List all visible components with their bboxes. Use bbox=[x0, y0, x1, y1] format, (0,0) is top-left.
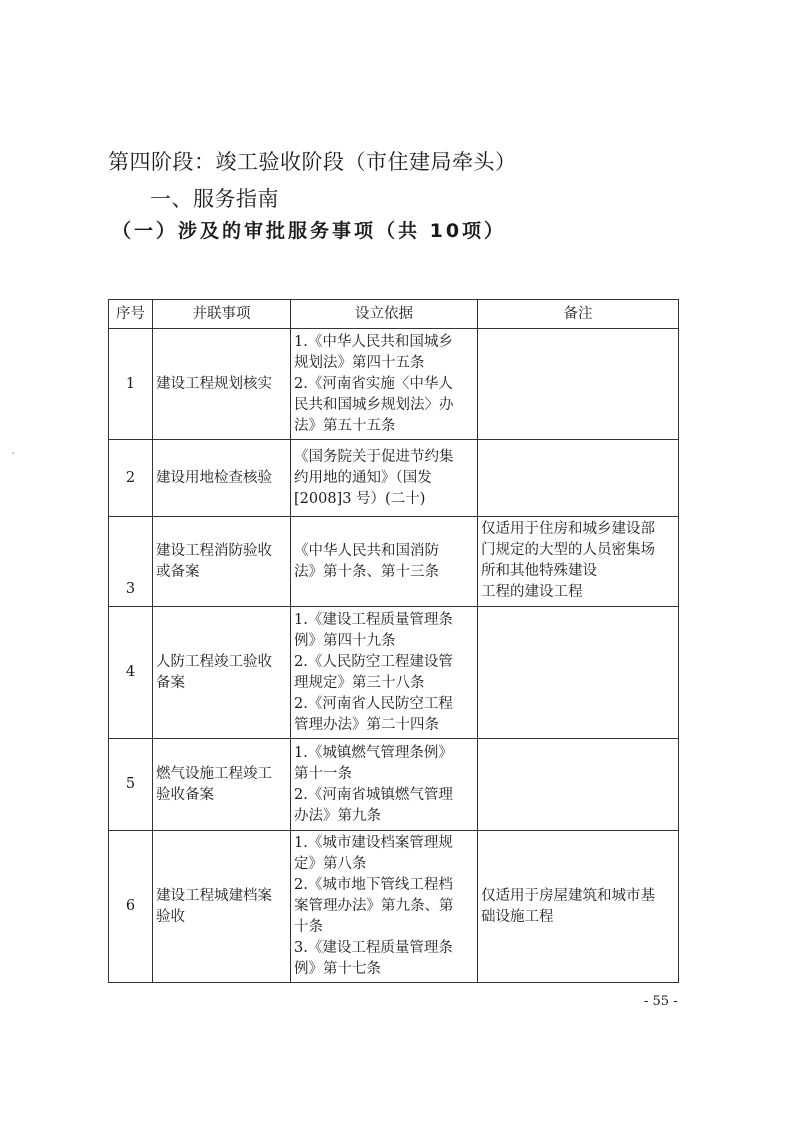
row-item-name: 人防工程竣工验收 备案 bbox=[153, 607, 291, 739]
column-header-item: 并联事项 bbox=[153, 300, 291, 329]
row-note: 仅适用于住房和城乡建设部 门规定的大型的人员密集场 所和其他特殊建设 工程的建设工程 bbox=[478, 517, 679, 607]
row-note bbox=[478, 607, 679, 739]
table-row bbox=[109, 329, 679, 440]
row-note bbox=[478, 440, 679, 517]
row-basis: 1.《建设工程质量管理条 例》第四十九条 2.《人民防空工程建设管 理规定》第三十八条 2.《河南省人民防空工程 管理办法》第二十四条 bbox=[291, 607, 478, 739]
row-basis: 1.《中华人民共和国城乡 规划法》第四十五条 2.《河南省实施〈中华人 民共和国城乡规划法〉办 法》第五十五条 bbox=[291, 329, 478, 440]
row-item-name: 燃气设施工程竣工 验收备案 bbox=[153, 739, 291, 831]
row-basis: 《国务院关于促进节约集 约用地的通知》（国发 [2008]3 号）(二十) bbox=[291, 440, 478, 517]
table-row bbox=[109, 739, 679, 831]
stage-heading: 第四阶段：竣工验收阶段（市住建局牵头） bbox=[108, 150, 517, 174]
scan-speck bbox=[12, 452, 14, 454]
subsection-heading: （一）涉及的审批服务事项（共 10项） bbox=[112, 220, 507, 242]
row-basis: 《中华人民共和国消防 法》第十条、第十三条 bbox=[291, 517, 478, 607]
table-row bbox=[109, 517, 679, 607]
row-index: 2 bbox=[109, 440, 153, 517]
row-index: 6 bbox=[109, 831, 153, 983]
row-index: 3 bbox=[109, 517, 153, 607]
table-header-row bbox=[109, 300, 679, 329]
table-row bbox=[109, 607, 679, 739]
section-heading: 一、服务指南 bbox=[150, 187, 279, 211]
column-header-note: 备注 bbox=[478, 300, 679, 329]
row-basis: 1.《城市建设档案管理规 定》第八条 2.《城市地下管线工程档 案管理办法》第九条、第 十条 3.《建设工程质量管理条 例》第十七条 bbox=[291, 831, 478, 983]
row-index: 1 bbox=[109, 329, 153, 440]
approval-items-table bbox=[108, 299, 679, 983]
row-index: 4 bbox=[109, 607, 153, 739]
table-row bbox=[109, 440, 679, 517]
page-number: - 55 - bbox=[644, 994, 678, 1009]
row-item-name: 建设工程消防验收 或备案 bbox=[153, 517, 291, 607]
column-header-basis: 设立依据 bbox=[291, 300, 478, 329]
row-item-name: 建设用地检查核验 bbox=[153, 440, 291, 517]
row-item-name: 建设工程规划核实 bbox=[153, 329, 291, 440]
row-index: 5 bbox=[109, 739, 153, 831]
column-header-index: 序号 bbox=[109, 300, 153, 329]
row-note: 仅适用于房屋建筑和城市基 础设施工程 bbox=[478, 831, 679, 983]
row-item-name: 建设工程城建档案 验收 bbox=[153, 831, 291, 983]
row-basis: 1.《城镇燃气管理条例》 第十一条 2.《河南省城镇燃气管理 办法》第九条 bbox=[291, 739, 478, 831]
row-note bbox=[478, 739, 679, 831]
row-note bbox=[478, 329, 679, 440]
table-row bbox=[109, 831, 679, 983]
